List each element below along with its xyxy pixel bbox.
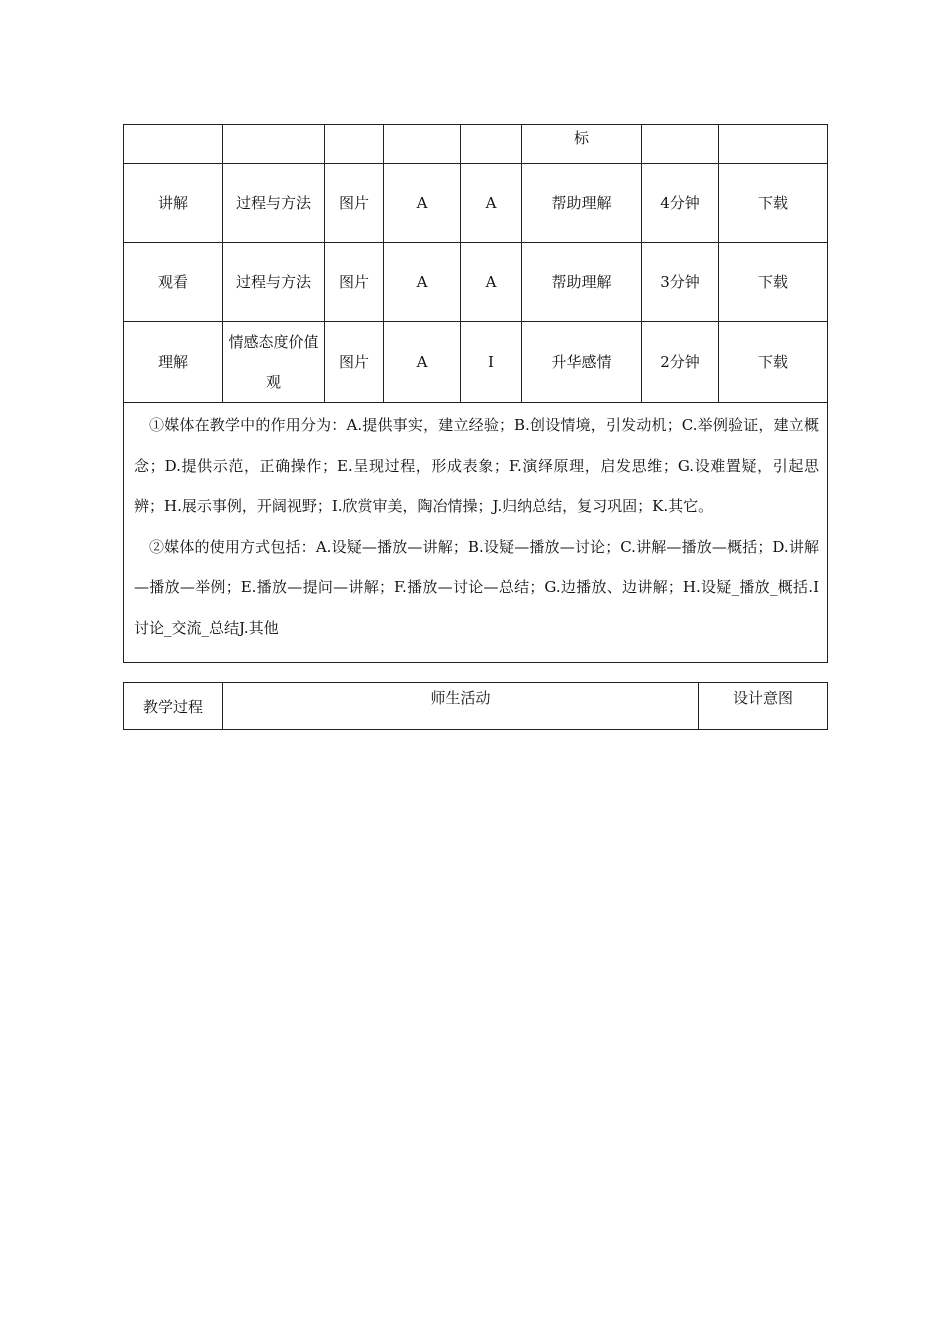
code-cell: A bbox=[384, 164, 461, 243]
process-header-row bbox=[124, 683, 828, 730]
source-cell: 下载 bbox=[719, 164, 828, 243]
table-cell bbox=[461, 125, 522, 164]
media-usage-note: ②媒体的使用方式包括：A.设疑—播放—讲解；B.设疑—播放—讨论；C.讲解—播放—概括；D.讲解—播放—举例；E.播放—提问—讲解；F.播放—讨论—总结；G.边播放、边讲解；H.设疑_播放_概括.I讨论_交流_总结J.其他 bbox=[134, 537, 819, 637]
table-cell bbox=[223, 125, 325, 164]
notes-row bbox=[124, 403, 828, 663]
media-type-cell: 图片 bbox=[325, 322, 384, 403]
header-fragment-cell: 标 bbox=[522, 125, 642, 164]
code-cell: A bbox=[384, 243, 461, 322]
code-cell: A bbox=[461, 164, 522, 243]
time-cell: 2分钟 bbox=[642, 322, 719, 403]
goal-text: 过程与方法 bbox=[235, 194, 311, 212]
time-cell: 4分钟 bbox=[642, 164, 719, 243]
effect-cell: 帮助理解 bbox=[522, 243, 642, 322]
source-cell: 下载 bbox=[719, 243, 828, 322]
teaching-process-table bbox=[123, 682, 828, 730]
table-row bbox=[124, 243, 828, 322]
table-row bbox=[124, 164, 828, 243]
code-cell: I bbox=[461, 322, 522, 403]
media-function-note: ①媒体在教学中的作用分为：A.提供事实，建立经验；B.创设情境，引发动机；C.举例验证，建立概念；D.提供示范，正确操作；E.呈现过程，形成表象；F.演绎原理，启发思维；G.设难置疑，引起思辨；H.展示事例，开阔视野；I.欣赏审美，陶冶情操；J.归纳总结，复习巩固；K.其它。 bbox=[134, 416, 819, 515]
time-cell: 3分钟 bbox=[642, 243, 719, 322]
design-intent-header: 设计意图 bbox=[699, 683, 828, 730]
code-cell: A bbox=[384, 322, 461, 403]
table-row bbox=[124, 322, 828, 403]
effect-cell: 帮助理解 bbox=[522, 164, 642, 243]
notes-cell bbox=[124, 403, 828, 663]
media-type-cell: 图片 bbox=[325, 164, 384, 243]
table-cell bbox=[325, 125, 384, 164]
activity-cell: 理解 bbox=[124, 322, 223, 403]
table-cell bbox=[384, 125, 461, 164]
goal-cell bbox=[223, 164, 325, 243]
table-cell bbox=[642, 125, 719, 164]
source-cell: 下载 bbox=[719, 322, 828, 403]
goal-text: 情感态度价值观 bbox=[228, 333, 319, 391]
table-cell bbox=[719, 125, 828, 164]
table-header-continuation-row bbox=[124, 125, 828, 164]
goal-text: 过程与方法 bbox=[235, 273, 311, 291]
code-cell: A bbox=[461, 243, 522, 322]
goal-cell bbox=[223, 243, 325, 322]
activities-header: 师生活动 bbox=[223, 683, 699, 730]
activity-cell: 观看 bbox=[124, 243, 223, 322]
goal-cell bbox=[223, 322, 325, 403]
table-cell bbox=[124, 125, 223, 164]
media-usage-table bbox=[123, 124, 828, 663]
effect-cell: 升华感情 bbox=[522, 322, 642, 403]
activity-cell: 讲解 bbox=[124, 164, 223, 243]
teaching-process-header: 教学过程 bbox=[124, 683, 223, 730]
media-type-cell: 图片 bbox=[325, 243, 384, 322]
